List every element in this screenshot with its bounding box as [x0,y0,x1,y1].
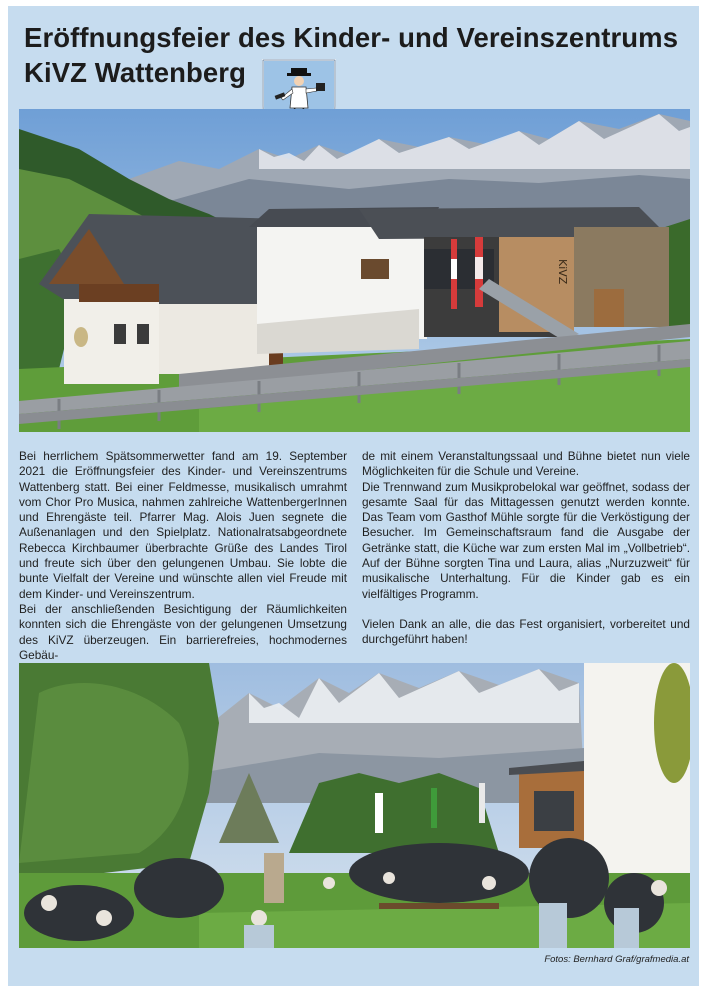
article-paragraph: Bei herrlichem Spätsommerwetter fand am 19. September 2021 die Eröffnungsfeier des Kinder- und Vereinszentrums Wattenberg statt. Bei einer Feldmesse, musikalisch umrahmt vom Chor Pro Musica, nahmen zahlreiche WattenbergerInnen und Ehrengäste teil. Pfarrer Mag. Alois Juen segnete die Außenanlagen und den Spielplatz. Nationalratsabgeordnete Rebecca Kirchbaumer überbrachte Grüße des Landes Tirol und freute sich über den gelungenen Umbau. Sie lobte die bunte Vielfalt der Vereine und wünschte allen viel Freude mit dem Kinder- und Vereinszentrum. [19,449,347,601]
photo-credit: Fotos: Bernhard Graf/grafmedia.at [544,954,689,965]
building-sign: KiVZ [556,259,569,285]
article-column-right [362,449,690,648]
article-paragraph: Bei der anschließenden Besichtigung der Räumlichkeiten konnten sich die Ehrengäste von der gelungenen Umsetzung des KiVZ überzeugen. Ein barrierefreies, hochmodernes Gebäu- [19,601,347,662]
article-closing-paragraph: Vielen Dank an alle, die das Fest organisiert, vorbereitet und durchgeführt haben! [362,616,690,647]
paragraph-spacer [362,602,690,617]
article-title [24,20,684,90]
article-paragraph: de mit einem Veranstaltungssaal und Bühne bietet nun viele Möglichkeiten für die Schule und Vereine. [362,449,690,479]
building-photo [19,109,690,432]
article-title-line-1: Eröffnungsfeier des Kinder- und Vereinszentrums [24,22,679,53]
article-title-line-2: KiVZ Wattenberg [24,57,247,88]
article-paragraph: Die Trennwand zum Musikprobelokal war geöffnet, sodass der gesamte Saal für das Mittagessen genutzt werden konnte. Das Team vom Gasthof Mühle sorgte für die Verköstigung der Besucher. Im Gemeinschaftsraum fand die Ausgabe der Getränke statt, die Küche war zum ersten Mal im „Vollbetrieb“. Auf der Bühne sorgten Tina und Laura, alias „Nurzuzweit“ für musikalische Unterhaltung. Für die Kinder gab es ein vielfältiges Programm. [362,479,690,601]
ceremony-photo [19,663,690,948]
article-column-left [19,449,347,663]
